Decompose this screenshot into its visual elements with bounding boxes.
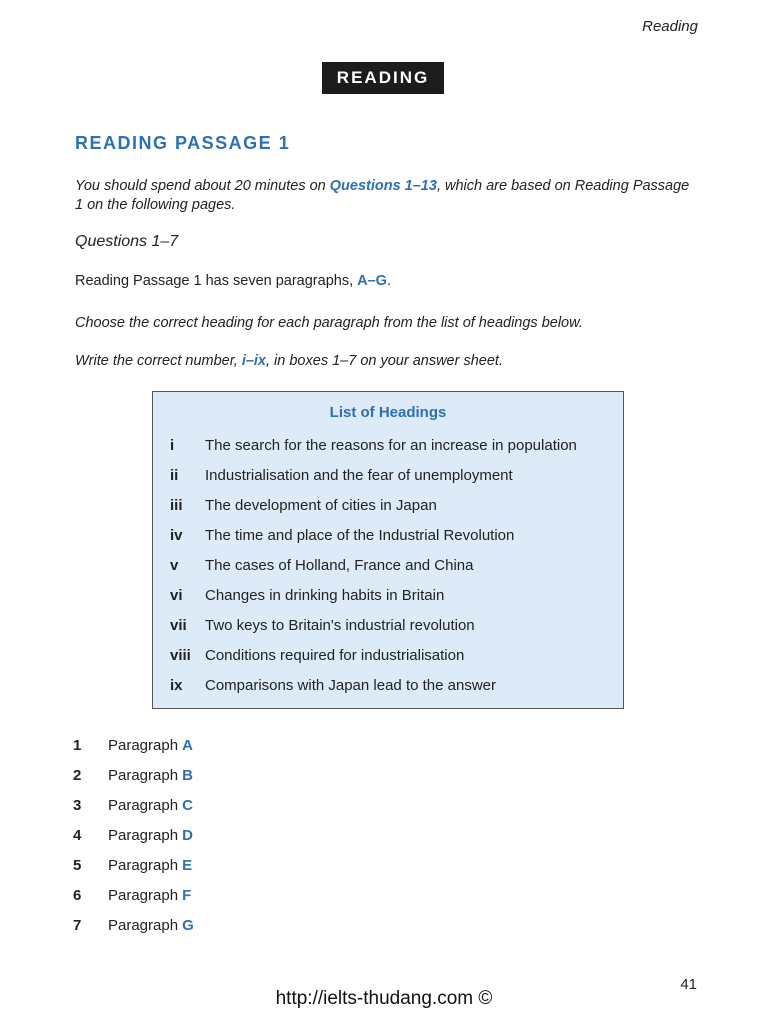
paragraph-letter: E xyxy=(182,857,193,874)
footer-url: http://ielts-thudang.com © xyxy=(275,988,493,1009)
question-item xyxy=(73,916,194,936)
heading-numeral: i xyxy=(170,437,175,454)
question-item xyxy=(73,886,191,906)
question-number: 5 xyxy=(73,857,82,874)
question-number: 7 xyxy=(73,917,82,934)
heading-item xyxy=(170,496,437,516)
write-instruction xyxy=(75,352,503,371)
question-label: Paragraph xyxy=(108,767,179,784)
question-range-heading: Questions 1–7 xyxy=(75,233,179,250)
heading-numeral: vi xyxy=(170,587,183,604)
question-label: Paragraph xyxy=(108,797,179,814)
heading-item xyxy=(170,676,496,696)
heading-item xyxy=(170,466,513,486)
heading-numeral: iii xyxy=(170,497,183,514)
question-number: 3 xyxy=(73,797,82,814)
paragraph-letter: G xyxy=(182,917,194,934)
heading-item xyxy=(170,556,473,576)
time-instruction-text: You should spend about 20 minutes on xyxy=(75,178,330,194)
heading-numeral: vii xyxy=(170,617,187,634)
running-head: Reading xyxy=(642,18,698,35)
heading-numeral: viii xyxy=(170,647,191,664)
question-number: 6 xyxy=(73,887,82,904)
headings-box-title: List of Headings xyxy=(329,404,447,421)
paragraph-letter: A xyxy=(182,737,193,754)
heading-text: Changes in drinking habits in Britain xyxy=(205,587,445,604)
question-item xyxy=(73,736,193,756)
heading-text: The time and place of the Industrial Revolution xyxy=(205,527,515,544)
question-number: 4 xyxy=(73,827,82,844)
heading-item xyxy=(170,436,577,456)
passage-intro-text: Reading Passage 1 has seven paragraphs, xyxy=(75,273,358,289)
question-item xyxy=(73,766,193,786)
heading-text: The cases of Holland, France and China xyxy=(205,557,474,574)
write-instruction-end: , in boxes 1–7 on your answer sheet. xyxy=(266,353,503,369)
heading-text: The development of cities in Japan xyxy=(205,497,437,514)
questions-range-highlight: Questions 1–13 xyxy=(329,178,437,194)
time-instruction xyxy=(75,177,700,215)
heading-text: Comparisons with Japan lead to the answer xyxy=(205,677,496,694)
question-number: 2 xyxy=(73,767,82,784)
question-label: Paragraph xyxy=(108,827,179,844)
question-label: Paragraph xyxy=(108,917,179,934)
time-instruction-text-end: , which are based on Reading Passage 1 on the following pages. xyxy=(75,178,690,213)
passage-intro xyxy=(75,272,391,291)
heading-item xyxy=(170,616,475,636)
heading-item xyxy=(170,646,464,666)
question-number: 1 xyxy=(73,737,82,754)
passage-title: READING PASSAGE 1 xyxy=(75,133,291,153)
question-label: Paragraph xyxy=(108,887,179,904)
section-badge: READING xyxy=(322,62,444,94)
paragraph-letter: F xyxy=(182,887,192,904)
choose-instruction: Choose the correct heading for each paragraph from the list of headings below. xyxy=(75,315,583,331)
paragraph-range-highlight: A–G xyxy=(357,273,387,289)
heading-numeral: ii xyxy=(170,467,179,484)
headings-box xyxy=(152,391,624,709)
heading-item xyxy=(170,586,444,606)
heading-text: The search for the reasons for an increase in population xyxy=(205,437,577,454)
numeral-range-highlight: i–ix xyxy=(241,353,266,369)
paragraph-letter: D xyxy=(182,827,193,844)
passage-intro-end: . xyxy=(386,273,391,289)
question-label: Paragraph xyxy=(108,857,179,874)
heading-numeral: ix xyxy=(170,677,183,694)
heading-text: Two keys to Britain's industrial revolution xyxy=(205,617,475,634)
page-number: 41 xyxy=(680,976,697,993)
paragraph-letter: B xyxy=(182,767,193,784)
question-item xyxy=(73,856,192,876)
question-item xyxy=(73,796,193,816)
heading-text: Conditions required for industrialisation xyxy=(205,647,465,664)
heading-numeral: v xyxy=(170,557,179,574)
write-instruction-text: Write the correct number, xyxy=(75,353,242,369)
question-label: Paragraph xyxy=(108,737,179,754)
heading-text: Industrialisation and the fear of unemployment xyxy=(205,467,513,484)
heading-item xyxy=(170,526,514,546)
paragraph-letter: C xyxy=(182,797,193,814)
question-item xyxy=(73,826,193,846)
heading-numeral: iv xyxy=(170,527,183,544)
